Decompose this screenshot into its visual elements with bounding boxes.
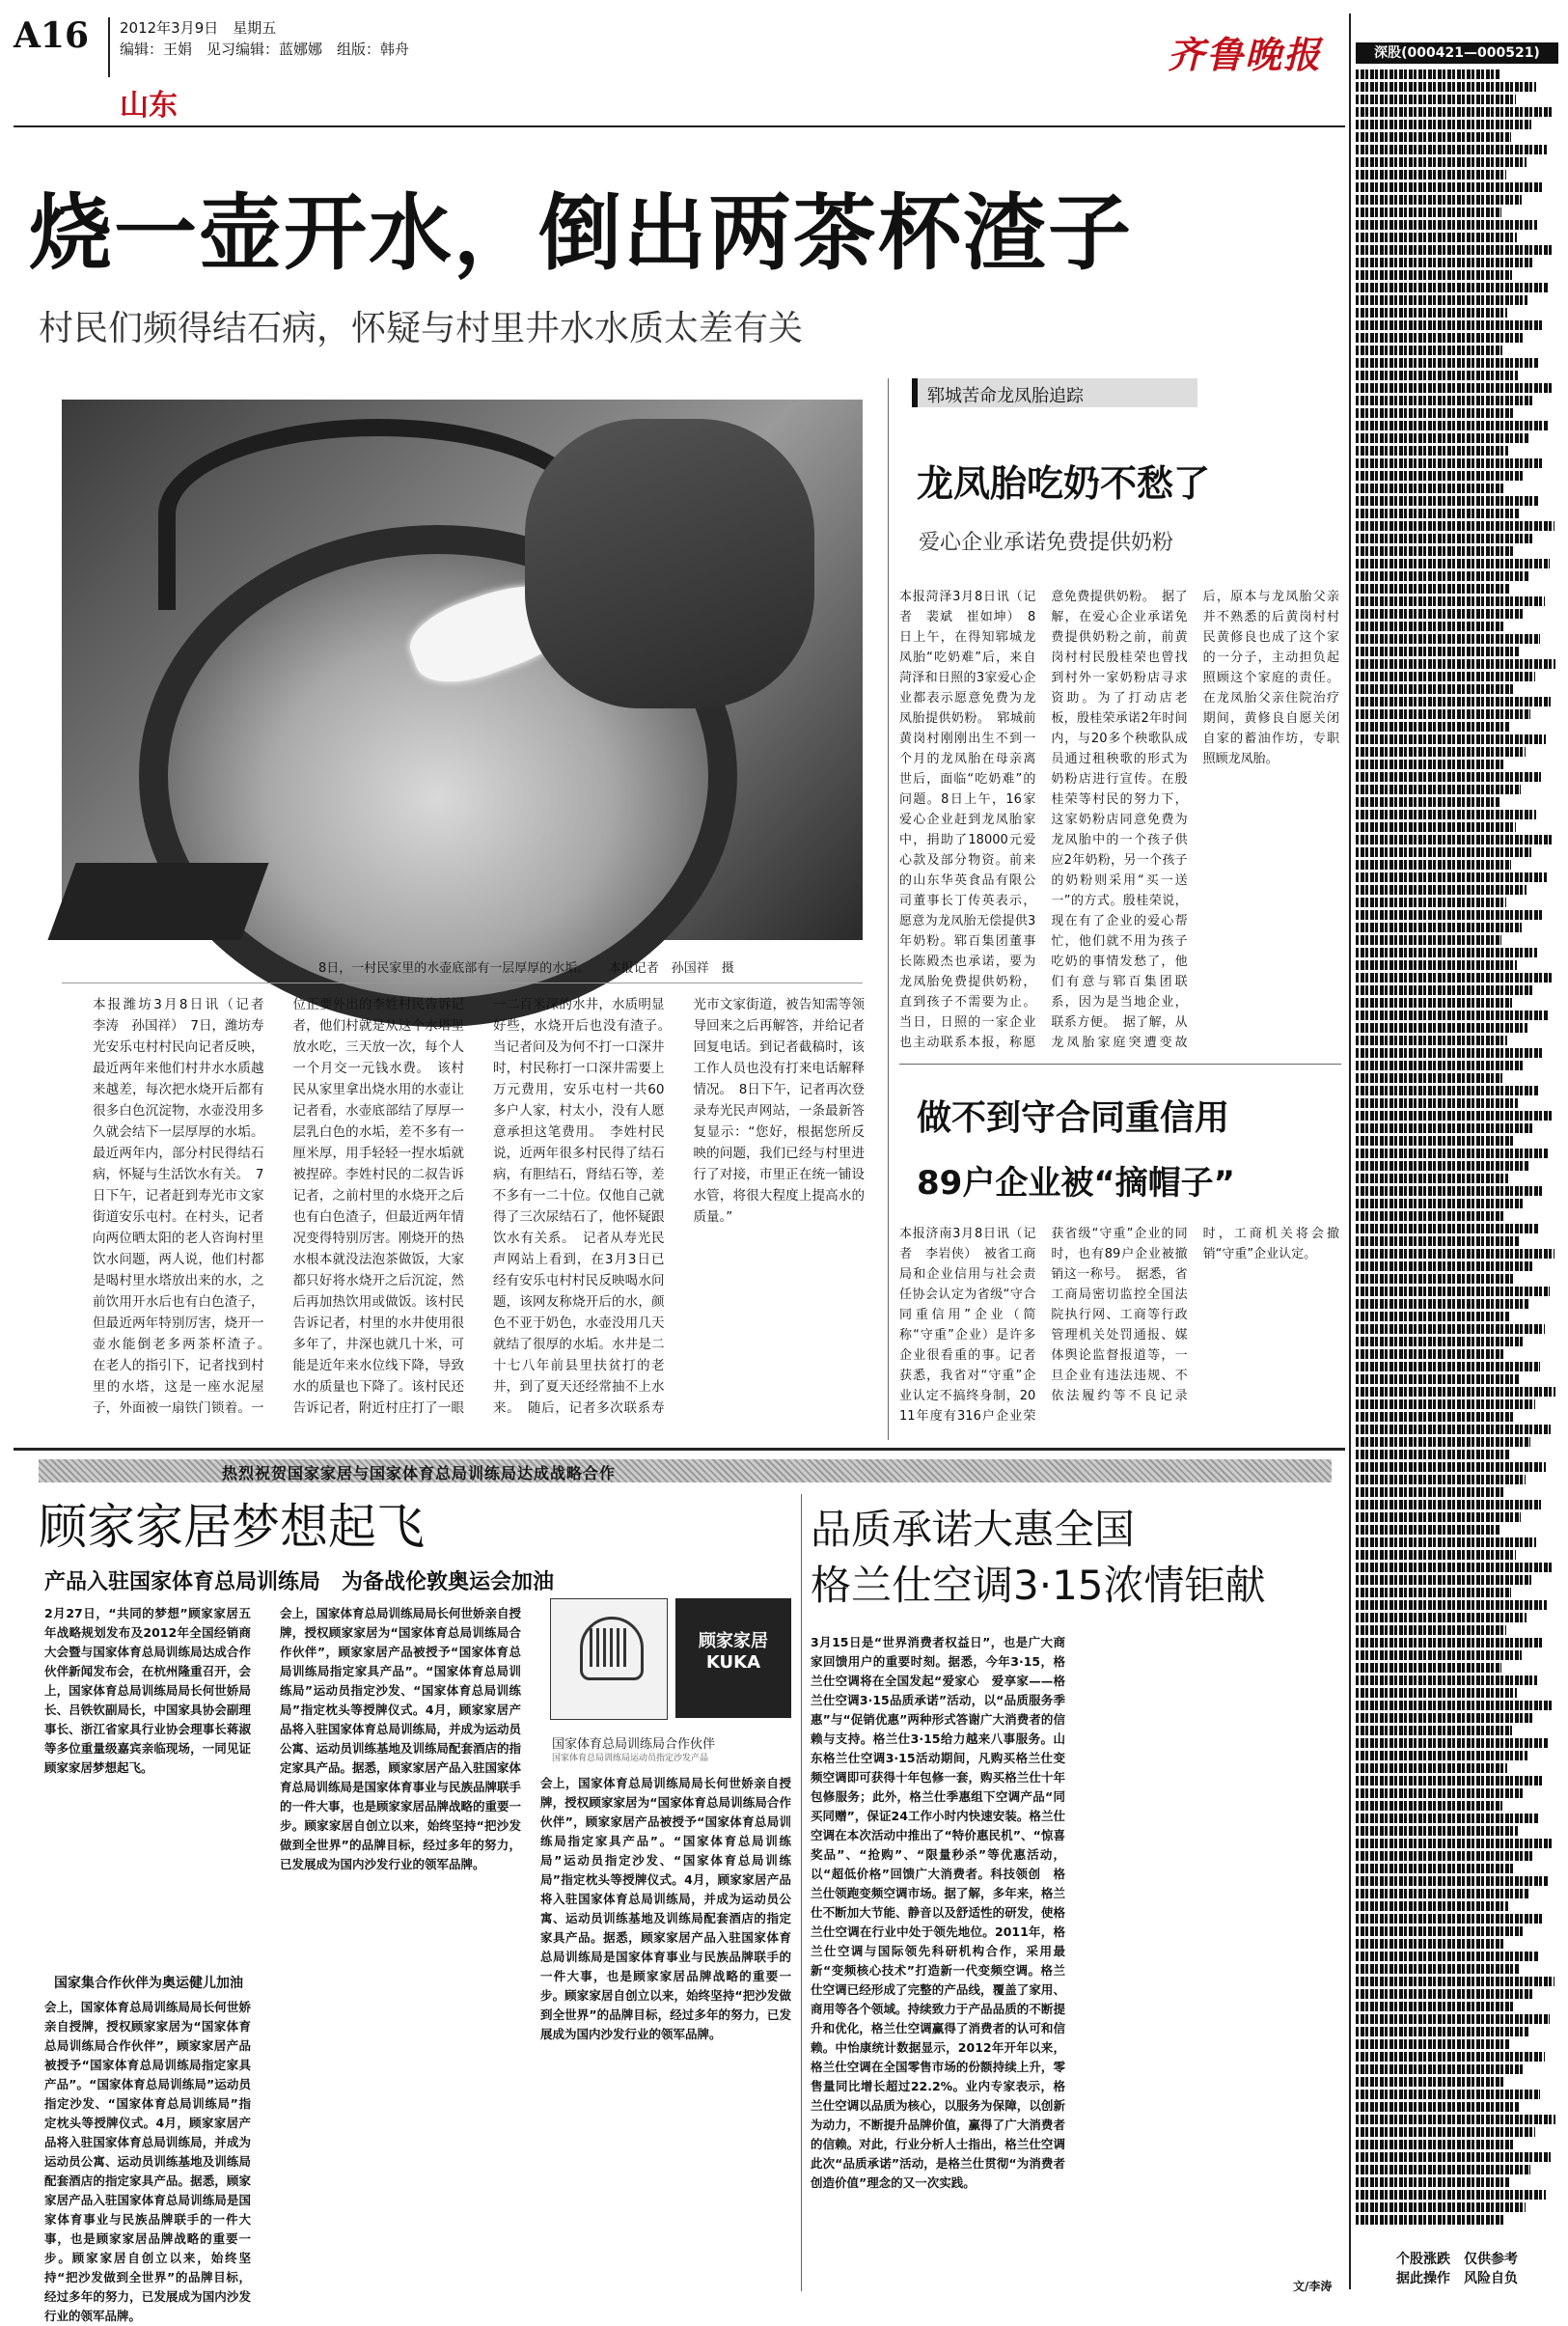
stock-row xyxy=(1356,2014,1550,2024)
lead-body-text: 本报潍坊3月8日讯（记者 李涛 孙国祥） 7日，潍坊寿光安乐屯村村民向记者反映，最近两年来他们村井水水质越来越差，每次把水烧开后都有很多白色沉淀物，水壶没用多久就会结下一层厚厚的水垢。最近两年内，部分村民得结石病，怀疑与生活饮水有关。 7日下午，记者赶到寿光市文家街道安乐屯村。在村头，记者向两位晒太阳的老人咨询村里饮水问题，两人说，他们村都是喝村里水塔放出来的水，之前饮用开水后也有白色渣子，但最近两年特别厉害，烧开一壶水能倒老多两茶杯渣子。 在老人的指引下，记者找到村里的水塔，这是一座水泥屋子，外面被一扇铁门锁着。一位正要外出的李姓村民告诉记者，他们村就是从这个水塔里放水吃，三天放一次，每个人一个月交一元钱水费。 该村民从家里拿出烧水用的水壶让记者看，水壶底部结了厚厚一层乳白色的水垢，差不多有一厘米厚，用手轻轻一捏水垢就被捏碎。李姓村民的二叔告诉记者，之前村里的水烧开之后也有白色渣子，但最近两年情况变得特别厉害。刚烧开的热水根本就没法泡茶做饭，大家都只好将水烧开之后沉淀，然后再加热饮用或做饭。该村民告诉记者，村里的水井使用很多年了，井深也就几十米，可能是近年来水位线下降，导致水的质量也下降了。该村民还告诉记者，附近村庄打了一眼一二百米深的水井，水质明显好些，水烧开后也没有渣子。 当记者问及为何不打一口深井时，村民称打一口深井需要上万元费用，安乐屯村一共60多户人家，村太小，没有人愿意承担这笔费用。 李姓村民说，近两年很多村民得了结石病，有胆结石，肾结石等，差不多有一二十位。仅他自己就得了三次尿结石了，他怀疑跟饮水有关系。 记者从寿光民声网站上看到，在3月3日已经有安乐屯村村民反映喝水问题，该网友称烧开后的水，颜色不亚于奶色，水壶没用几天就结了很厚的水垢。水井是二十七八年前县里扶贫打的老井，到了夏天还经常抽不上水来。 随后，记者多次联系寿光市文家街道，被告知需等领导回来之后再解答，并给记者回复电话。到记者截稿时，该工作人员也没有打来电话解释情况。 8日下午，记者再次登录寿光民声网站，一条最新答复显示：“您好，根据您所反映的问题，我们已经与村里进行了对接，市里正在统一铺设水管，将很大程度上提高水的质量。” xyxy=(93,997,865,1416)
stock-row xyxy=(1356,433,1528,443)
stock-row xyxy=(1356,120,1531,129)
stock-row xyxy=(1356,835,1552,845)
stock-footer-1: 个股涨跌 仅供参考 xyxy=(1396,2252,1518,2267)
story3-headline: 做不到守合同重信用 xyxy=(917,1098,1230,1138)
logo-caption-small: 国家体育总局训练局运动员指定沙发产品 xyxy=(552,1754,709,1763)
stock-row xyxy=(1356,1751,1527,1760)
ad-left-body-col3: 会上，国家体育总局训练局局长何世娇亲自授牌，授权顾家家居为“国家体育总局训练局合作伙伴”，顾家家居产品被授予“国家体育总局训练局指定家具产品”。“国家体育总局训练局”运动员指定沙发、“国家体育总局训练局”指定枕头等授牌仪式。4月，顾家家居产品将入驻国家体育总局训练局，并成为运动员公寓、运动员训练基地及训练局配套酒店的指定家具产品。据悉，顾家家居产品入驻国家体育总局训练局是国家体育事业与民族品牌联手的一件大事，也是顾家家居品牌战略的重要一步。顾家家居自创立以来，始终坚持“把沙发做到全世界”的品牌目标，经过多年的努力，已发展成为国内沙发行业的领军品牌。 xyxy=(540,1776,791,2041)
stock-header: 深股(000421—000521) xyxy=(1356,42,1558,64)
stock-row xyxy=(1356,584,1509,594)
stock-row xyxy=(1356,295,1527,305)
section-name: 山东 xyxy=(120,89,178,123)
stock-row xyxy=(1356,1337,1525,1346)
stock-row xyxy=(1356,1023,1527,1033)
stock-row xyxy=(1356,1324,1545,1334)
stock-row xyxy=(1356,1450,1510,1459)
stock-row xyxy=(1356,672,1535,681)
stock-row xyxy=(1356,1186,1544,1196)
stock-row xyxy=(1356,2052,1545,2062)
stock-row xyxy=(1356,1487,1505,1497)
stock-row xyxy=(1356,910,1542,920)
stock-row xyxy=(1356,396,1533,405)
stock-row xyxy=(1356,1763,1507,1773)
stock-row xyxy=(1356,258,1532,267)
stock-row xyxy=(1356,320,1543,330)
stock-row xyxy=(1356,95,1516,104)
stock-row xyxy=(1356,647,1520,656)
stock-row xyxy=(1356,2002,1514,2011)
stock-row xyxy=(1356,371,1518,380)
stock-row xyxy=(1356,1814,1538,1823)
sport-emblem-logo xyxy=(550,1598,668,1720)
stock-row xyxy=(1356,458,1544,468)
stock-row xyxy=(1356,421,1549,430)
stock-listing-table xyxy=(1356,69,1556,2241)
stock-row xyxy=(1356,1387,1555,1397)
stock-row xyxy=(1356,1588,1511,1597)
stock-row xyxy=(1356,446,1508,456)
stock-row xyxy=(1356,2190,1546,2200)
stock-row xyxy=(1356,1462,1546,1472)
stock-row xyxy=(1356,245,1553,255)
stock-row xyxy=(1356,1726,1512,1735)
stock-row xyxy=(1356,1939,1503,1949)
stock-row xyxy=(1356,1475,1526,1484)
stock-row xyxy=(1356,1625,1506,1635)
stock-row xyxy=(1356,1901,1508,1911)
stock-row xyxy=(1356,1600,1547,1610)
stock-footer-2: 据此操作 风险自负 xyxy=(1396,2271,1518,2286)
stock-row xyxy=(1356,1211,1503,1221)
lead-subhead: 村民们频得结石病，怀疑与村里井水水质太差有关 xyxy=(39,309,804,348)
stock-row xyxy=(1356,1287,1550,1296)
lead-photo-caption: 8日，一村民家里的水壶底部有一层厚厚的水垢。 本报记者 孙国祥 摄 xyxy=(318,961,734,976)
kuka-logo xyxy=(675,1598,791,1718)
stock-row xyxy=(1356,1161,1528,1171)
stock-row xyxy=(1356,634,1540,644)
stock-row xyxy=(1356,1839,1554,1848)
stock-row xyxy=(1356,2202,1526,2212)
stock-row xyxy=(1356,1149,1549,1158)
stock-row xyxy=(1356,1952,1539,1961)
stock-row xyxy=(1356,1889,1528,1898)
stock-row xyxy=(1356,1098,1518,1108)
stock-row xyxy=(1356,1926,1524,1936)
stock-row xyxy=(1356,195,1522,205)
stock-row xyxy=(1356,521,1554,531)
stock-row xyxy=(1356,383,1554,393)
stock-row xyxy=(1356,2127,1535,2137)
ad-banner-bar xyxy=(39,1459,1332,1482)
stock-row xyxy=(1356,1738,1548,1748)
stock-row xyxy=(1356,333,1523,343)
stock-row xyxy=(1356,747,1526,757)
stock-row xyxy=(1356,182,1542,192)
stock-row xyxy=(1356,1638,1542,1648)
stock-row xyxy=(1356,2064,1525,2074)
stock-row xyxy=(1356,1650,1522,1660)
ad-left-body-col2: 会上，国家体育总局训练局局长何世娇亲自授牌，授权顾家家居为“国家体育总局训练局合作伙伴”，顾家家居产品被授予“国家体育总局训练局指定家具产品”。“国家体育总局训练局”运动员指定沙发、“国家体育总局训练局”指定枕头等授牌仪式。4月，顾家家居产品将入驻国家体育总局训练局，并成为运动员公寓、运动员训练基地及训练局配套酒店的指定家具产品。据悉，顾家家居产品入驻国家体育总局训练局是国家体育事业与民族品牌联手的一件大事，也是顾家家居品牌战略的重要一步。顾家家居自创立以来，始终坚持“把沙发做到全世界”的品牌目标，经过多年的努力，已发展成为国内沙发行业的领军品牌。 xyxy=(280,1606,522,1871)
stock-row xyxy=(1356,1826,1518,1836)
stock-row xyxy=(1356,1086,1538,1095)
lead-headline: 烧一壶开水，倒出两茶杯渣子 xyxy=(29,185,1133,282)
stock-row xyxy=(1356,1437,1530,1447)
stock-row xyxy=(1356,709,1530,719)
stock-row xyxy=(1356,1374,1520,1384)
stock-row xyxy=(1356,2090,1540,2099)
stock-row xyxy=(1356,860,1511,870)
stock-row xyxy=(1356,1036,1507,1045)
stock-row xyxy=(1356,1274,1514,1284)
stock-row xyxy=(1356,1713,1532,1723)
stock-row xyxy=(1356,609,1525,619)
stock-row xyxy=(1356,923,1522,932)
stock-row xyxy=(1356,885,1527,895)
stock-row xyxy=(1356,1914,1544,1924)
kuka-logo-text: 顾家家居 KUKA xyxy=(699,1631,768,1673)
stock-row xyxy=(1356,734,1546,744)
stock-row xyxy=(1356,722,1510,732)
stock-row xyxy=(1356,145,1547,154)
stock-row xyxy=(1356,1299,1529,1309)
stock-row xyxy=(1356,346,1502,355)
stock-row xyxy=(1356,1864,1513,1873)
stock-row xyxy=(1356,1563,1552,1572)
stock-row xyxy=(1356,1537,1536,1547)
ad-right-byline: 文/李涛 xyxy=(1293,2280,1333,2293)
stock-row xyxy=(1356,998,1512,1008)
stock-row xyxy=(1356,1412,1515,1422)
stock-row xyxy=(1356,898,1506,907)
stock-row xyxy=(1356,571,1529,581)
page-number: A16 xyxy=(14,15,90,56)
stock-row xyxy=(1356,69,1500,79)
stock-row xyxy=(1356,872,1547,882)
stock-row xyxy=(1356,408,1513,418)
stock-row xyxy=(1356,1261,1534,1271)
story3-body-text: 本报济南3月8日讯（记者 李岩侠） 被省工商局和企业信用与社会责任协会认定为省级“守合同重信用”企业（简称“守重”企业）是许多企业很看重的事。记者获悉，我省对“守重”企业认定不搞终身制，2011年度有316户企业荣获省级“守重”企业的同时，也有89户企业被撤销这一称号。 据悉，省工商局密切监控全国法院执行网、工商等行政管理机关处罚通报、媒体舆论监督报道等，一旦企业有违法违规、不依法履约等不良记录时，工商机关将会撤销“守重”企业认定。 xyxy=(899,1227,1339,1424)
stock-row xyxy=(1356,1349,1504,1359)
stock-row xyxy=(1356,760,1505,769)
stock-row xyxy=(1356,1776,1543,1786)
stock-row xyxy=(1356,1788,1523,1798)
stock-row xyxy=(1356,233,1517,242)
stock-row xyxy=(1356,1675,1537,1685)
stock-row xyxy=(1356,985,1532,995)
stock-row xyxy=(1356,1613,1527,1622)
story2-headline: 龙凤胎吃奶不愁了 xyxy=(917,462,1211,505)
stock-row xyxy=(1356,283,1548,292)
issue-date: 2012年3月9日 星期五 xyxy=(120,19,277,37)
stock-row xyxy=(1356,785,1521,794)
ad-banner-text: 热烈祝贺国家家居与国家体育总局训练局达成战略合作 xyxy=(222,1464,617,1482)
ad-right-headline2: 格兰仕空调3·15浓情钜献 xyxy=(811,1562,1266,1609)
stock-row xyxy=(1356,1123,1533,1133)
stock-row xyxy=(1356,659,1555,669)
stock-row xyxy=(1356,534,1534,543)
stock-row xyxy=(1356,1236,1519,1246)
stock-row xyxy=(1356,822,1516,832)
stock-row xyxy=(1356,2115,1555,2124)
stock-row xyxy=(1356,1977,1554,1986)
ad-left-subtitle: 国家集合作伙伴为奥运健儿加油 xyxy=(54,1976,243,1991)
stock-row xyxy=(1356,1362,1540,1371)
stock-row xyxy=(1356,2140,1515,2149)
stock-row xyxy=(1356,484,1503,493)
ad-right-body-text: 3月15日是“世界消费者权益日”，也是广大商家回馈用户的重要时刻。据悉，今年3·15，格兰仕空调将在全国发起“爱家心 爱享家——格兰仕空调3·15品质承诺”活动，以“品质服务季惠”与“促销优惠”两种形式答谢广大消费者的信赖与支持。格兰仕3·15给力越来八事服务。山东格兰仕空调3·15活动期间，凡购买格兰仕变频空调即可获得十年包修一套，购买格兰仕十年包修服务；此外，格兰仕季惠组下空调产品“同买同赠”，保证24工作小时内快速安装。格兰仕空调在本次活动中推出了“特价惠民机”、“惊喜奖品”、“抢购”、“限量秒杀”等优惠活动，以“超低价格”回馈广大消费者。科技领创 格兰仕领跑变频空调市场。据了解，多年来，格兰仕不断加大节能、静音以及舒适性的研发，使格兰仕空调在行业中处于领先地位。2011年，格兰仕空调与国际领先科研机构合作，采用最新“变频核心技术”打造新一代变频空调。格兰仕空调已经形成了完整的产品线，覆盖了家用、商用等各个领域。持续致力于产品品质的不断提升和优化，格兰仕空调赢得了消费者的认可和信赖。中怡康统计数据显示，2012年开年以来，格兰仕空调在全国零售市场的份额持续上升，零售量同比增长超过22.2%。业内专家表示，格兰仕空调以品质为核心，以服务为保障，以创新为动力，不断提升品牌价值，赢得了广大消费者的信赖。对此，行业分析人士指出，格兰仕空调此次“品质承诺”活动，是格兰仕贯彻“为消费者创造价值”理念的又一次实践。 xyxy=(811,1635,1065,2190)
stock-row xyxy=(1356,1174,1508,1183)
stock-row xyxy=(1356,935,1501,945)
stock-row xyxy=(1356,1801,1502,1811)
stock-row xyxy=(1356,1249,1554,1259)
story2-body-text: 本报菏泽3月8日讯（记者 裴斌 崔如坤） 8日上午，在得知郓城龙凤胎“吃奶难”后，来自菏泽和日照的3家爱心企业都表示愿意免费为龙凤胎提供奶粉。 郓城前黄岗村刚刚出生不到一个月的龙凤胎在母亲离世后，面临“吃奶难”的问题。8日上午，16家爱心企业赶到龙凤胎家中，捐助了18000元爱心款及部分物资。前来的山东华英食品有限公司董事长丁传英表示，愿意为龙凤胎无偿提供3年奶粉。郓百集团董事长陈殿杰也承诺，要为龙凤胎免费提供奶粉，直到孩子不需要为止。当日，日照的一家企业也主动联系本报，称愿意免费提供奶粉。 据了解，在爱心企业承诺免费提供奶粉之前，前黄岗村村民殷桂荣也曾找到村外一家奶粉店寻求资助。为了打动店老板，殷桂荣承诺2年时间内，与20多个秧歌队成员通过租秧歌的形式为奶粉店进行宣传。在殷桂荣等村民的努力下，这家奶粉店同意免费为龙凤胎中的一个孩子供应2年奶粉，另一个孩子的奶粉则采用“买一送一”的方式。殷桂荣说，现在有了企业的爱心帮忙，他们就不用为孩子吃奶的事情发愁了，他们有意与郓百集团联系，因为是当地企业，联系方便。 据了解，从龙凤胎家庭突遭变故后，原本与龙凤胎父亲并不熟悉的后黄岗村村民黄修良也成了这个家的一分子，主动担负起照顾这个家庭的责任。在龙凤胎父亲住院治疗期间，黄修良自愿关闭自家的蓄油作坊，专职照顾龙凤胎。 xyxy=(899,590,1339,1050)
stock-row xyxy=(1356,1399,1535,1409)
stock-row xyxy=(1356,270,1512,280)
stock-row xyxy=(1356,546,1514,556)
stock-row xyxy=(1356,948,1537,957)
stock-row xyxy=(1356,622,1504,631)
stock-row xyxy=(1356,1199,1524,1208)
stock-row xyxy=(1356,1136,1513,1146)
ad-left-subhead: 产品入驻国家体育总局训练局 为备战伦敦奥运会加油 xyxy=(44,1570,555,1594)
stock-row xyxy=(1356,1011,1548,1020)
stock-row xyxy=(1356,684,1515,694)
stock-row xyxy=(1356,2077,1504,2087)
stock-row xyxy=(1356,559,1550,568)
stock-row xyxy=(1356,1425,1551,1434)
stock-row xyxy=(1356,2027,1529,2036)
stock-row xyxy=(1356,1701,1553,1710)
stock-row xyxy=(1356,772,1541,782)
stock-row xyxy=(1356,107,1552,117)
stock-row xyxy=(1356,1073,1502,1083)
stock-row xyxy=(1356,1312,1509,1321)
stock-row xyxy=(1356,471,1524,481)
story2-tag-box xyxy=(912,378,1197,407)
story2-tag: 郓城苦命龙凤胎追踪 xyxy=(927,386,1084,406)
stock-row xyxy=(1356,1061,1523,1070)
story3-subhead: 89户企业被“摘帽子” xyxy=(917,1164,1236,1203)
stock-row xyxy=(1356,170,1506,180)
stock-row xyxy=(1356,157,1527,167)
stock-row xyxy=(1356,1851,1533,1861)
stock-row xyxy=(1356,1964,1519,1974)
ad-right-headline1: 品质承诺大惠全国 xyxy=(811,1506,1136,1553)
stock-row xyxy=(1356,1512,1521,1522)
stock-row xyxy=(1356,1224,1539,1233)
stock-row xyxy=(1356,208,1501,217)
stock-row xyxy=(1356,358,1538,368)
stock-row xyxy=(1356,2152,1551,2162)
stock-row xyxy=(1356,509,1519,518)
logo-caption: 国家体育总局训练局合作伙伴 xyxy=(552,1737,716,1752)
paper-logo: 齐鲁晚报 xyxy=(1168,33,1323,76)
stock-row xyxy=(1356,496,1539,506)
stock-row xyxy=(1356,82,1536,92)
ad-left-lead: 2月27日，“共同的梦想”顾家家居五年战略规划发布及2012年全国经销商大会暨与国家体育总局训练局达成合作伙伴新闻发布会，在杭州隆重召开，会上，国家体育总局训练局局长何世娇局长、吕铁钦副局长，中国家具协会副理事长、浙江省家具行业协会理事长蒋淑等多位重量级嘉宾亲临现场，一同见证顾家家居梦想起飞。 xyxy=(44,1606,251,1775)
stock-row xyxy=(1356,1500,1541,1509)
stock-row xyxy=(1356,2165,1530,2174)
ad-left-body-col1: 会上，国家体育总局训练局局长何世娇亲自授牌，授权顾家家居为“国家体育总局训练局合作伙伴”，顾家家居产品被授予“国家体育总局训练局指定家具产品”。“国家体育总局训练局”运动员指定沙发、“国家体育总局训练局”指定枕头等授牌仪式。4月，顾家家居产品将入驻国家体育总局训练局，并成为运动员公寓、运动员训练基地及训练局配套酒店的指定家具产品。据悉，顾家家居产品入驻国家体育总局训练局是国家体育事业与民族品牌联手的一件大事，也是顾家家居品牌战略的重要一步。顾家家居自创立以来，始终坚持“把沙发做到全世界”的品牌目标，经过多年的努力，已发展成为国内沙发行业的领军品牌。 xyxy=(44,2000,251,2323)
editors-line: 编辑：王娟 见习编辑：蓝娜娜 组版：韩舟 xyxy=(120,41,410,58)
stock-row xyxy=(1356,797,1500,807)
stock-row xyxy=(1356,697,1551,706)
stock-row xyxy=(1356,1111,1554,1121)
ad-left-headline: 顾家家居梦想起飞 xyxy=(39,1499,425,1555)
stock-row xyxy=(1356,973,1553,983)
stock-row xyxy=(1356,2177,1510,2187)
stock-row xyxy=(1356,960,1517,970)
stock-row xyxy=(1356,1525,1500,1535)
stock-row xyxy=(1356,1688,1517,1698)
stock-row xyxy=(1356,1550,1516,1560)
stock-row xyxy=(1356,1575,1531,1585)
stock-row xyxy=(1356,1663,1501,1673)
stock-row xyxy=(1356,2102,1520,2112)
stock-row xyxy=(1356,596,1545,606)
stock-row xyxy=(1356,132,1511,142)
stock-row xyxy=(1356,1989,1534,1999)
stock-row xyxy=(1356,2215,1505,2225)
stock-row xyxy=(1356,1876,1549,1886)
stock-row xyxy=(1356,810,1536,819)
stock-row xyxy=(1356,1048,1543,1058)
stock-row xyxy=(1356,220,1537,230)
lead-photo-kettle xyxy=(62,400,863,940)
stock-row xyxy=(1356,308,1507,318)
stock-row xyxy=(1356,2039,1509,2049)
story2-subhead: 爱心企业承诺免费提供奶粉 xyxy=(919,531,1174,555)
stock-row xyxy=(1356,847,1531,857)
